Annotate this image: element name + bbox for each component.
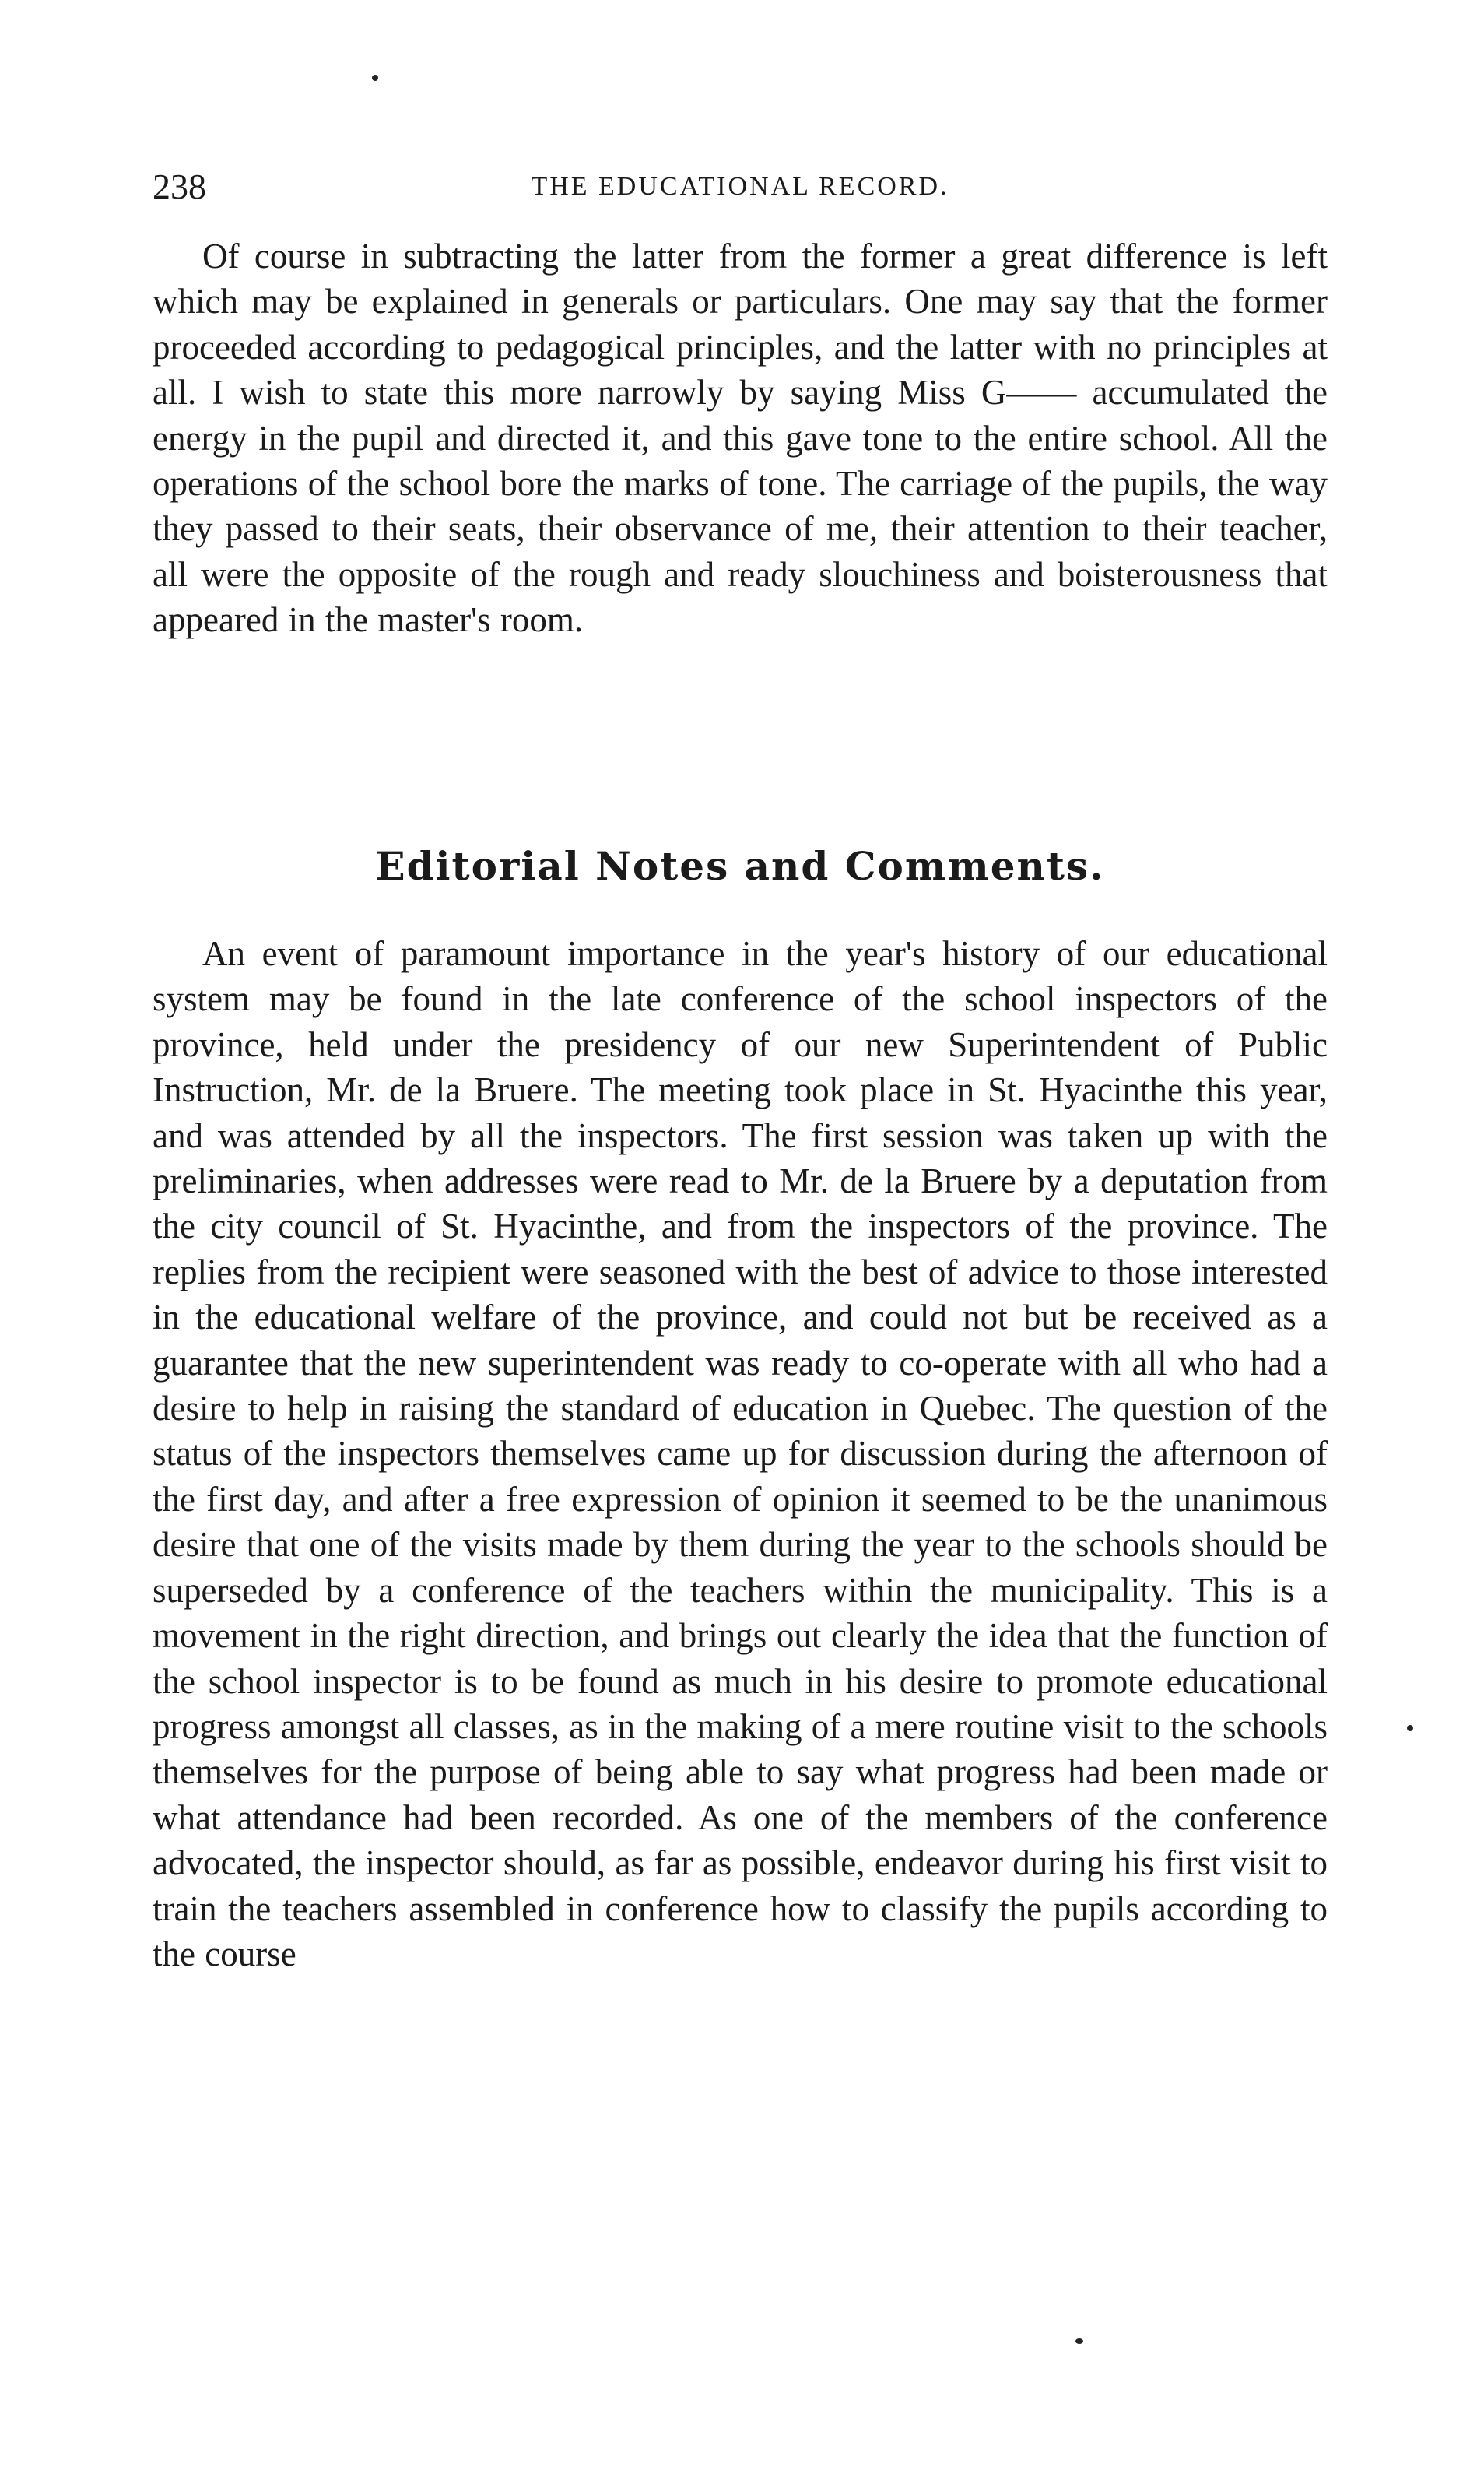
ink-speck (1407, 1725, 1413, 1731)
section-heading: Editorial Notes and Comments. (375, 843, 1105, 889)
running-head (153, 163, 1328, 210)
page-number: 238 (153, 167, 206, 206)
body-paragraph: An event of paramount importance in the year's history of our educational system may be found in the late conference of the school inspectors of the province, held under the presidency of our new Superintendent of Public Instruction, Mr. de la Bruere. The meeting took place in St. Hyacinthe this year, and was attended by all the inspectors. The first session was taken up with the preliminaries, when addresses were read to Mr. de la Bruere by a deputation from the city council of St. Hyacinthe, and from the inspectors of the province. The replies from the recipient were seasoned with the best of advice to those interested in the educational welfare of the province, and could not but be received as a guarantee that the new superintendent was ready to co-operate with all who had a desire to help in raising the standard of education in Quebec. The question of the status of the inspectors themselves came up for discussion during the afternoon of the first day, and after a free expression of opinion it seemed to be the unanimous desire that one of the visits made by them during the year to the schools should be superseded by a conference of the teachers within the municipality. This is a movement in the right direction, and brings out clearly the idea that the function of the school inspector is to be found as much in his desire to promote educational progress amongst all classes, as in the making of a mere routine visit to the schools themselves for the purpose of being able to say what progress had been made or what attendance had been recorded. As one of the members of the conference advocated, the inspector should, as far as possible, endeavor during his first visit to train the teachers assembled in conference how to classify the pupils according to the course (153, 934, 1328, 1973)
ink-speck (372, 75, 378, 81)
body-paragraph: Of course in subtracting the latter from the former a great difference is left which may be explained in generals or particulars. One may say that the former proceeded according to pedagogical principles, and the latter with no principles at all. I wish to state this more narrowly by saying Miss G—— accumulated the energy in the pupil and directed it, and this gave tone to the entire school. All the operations of the school bore the marks of tone. The carriage of the pupils, the way they passed to their seats, their observance of me, their attention to their teacher, all were the opposite of the rough and ready slouchiness and boisterousness that appeared in the master's room. (153, 237, 1328, 640)
journal-title: THE EDUCATIONAL RECORD. (531, 172, 949, 201)
ink-speck (1075, 2338, 1083, 2344)
